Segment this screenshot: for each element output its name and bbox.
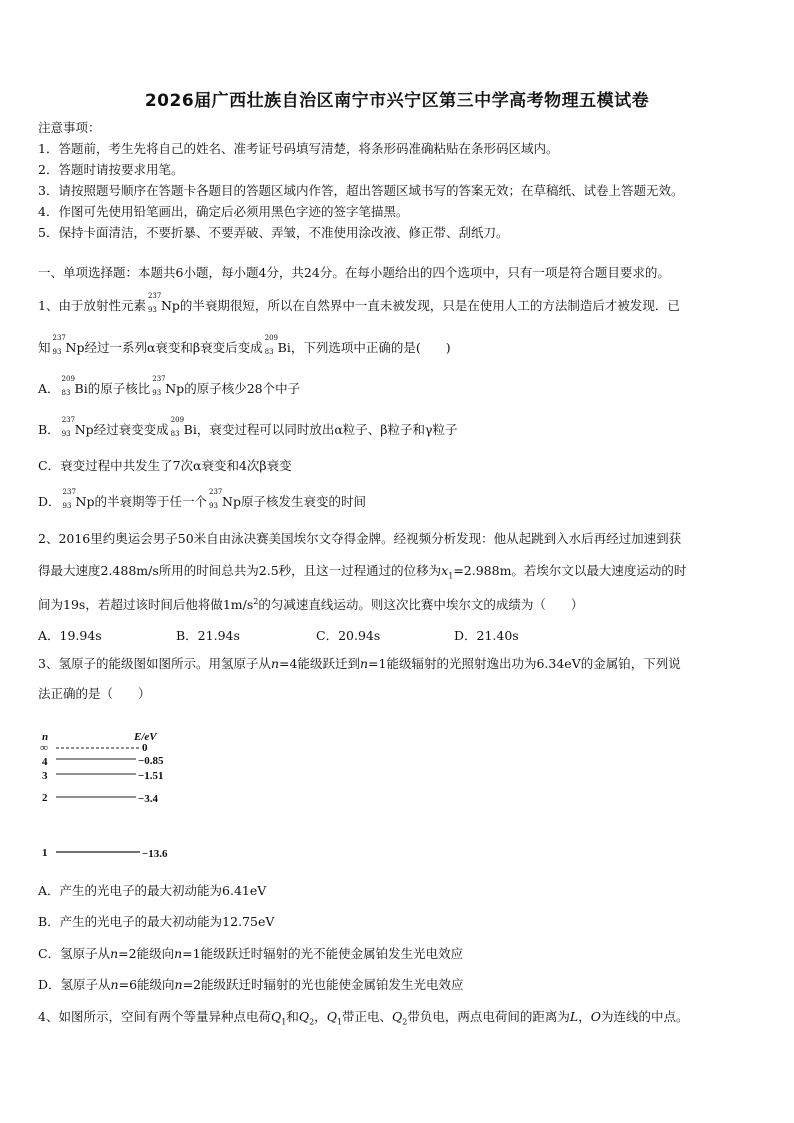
- q2-line-2: 得最大速度2.488m/s所用的时间总共为2.5秒，且这一过程通过的位移为$x_1=2.988m$。若埃尔文以最大速度运动的时: [38, 563, 687, 581]
- np-nuclide: 237 93 Np: [62, 488, 95, 510]
- q1-option-b: B． 237 93 Np经过衰变变成 209 83 Bi，衰变过程可以同时放出α粒子、β粒子和γ粒子: [38, 416, 458, 438]
- q2-line-3: 间为19s，若超过该时间后他将做$1m/s^2$的匀减速直线运动。则这次比赛中埃尔文的成绩为（ ）: [38, 597, 584, 613]
- q3-option-b: B．产生的光电子的最大初动能为12.75eV: [38, 914, 275, 929]
- q2-option-a: A．19.94s: [38, 628, 102, 643]
- q2-option-c: C．20.94s: [316, 628, 381, 643]
- q1-option-d: D． 237 93 Np的半衰期等于任一个 237 93 Np原子核发生衰变的时间: [38, 488, 366, 510]
- level-e-2: −3.4: [138, 793, 159, 805]
- notice-item-2: 2．答题时请按要求用笔。: [38, 162, 184, 177]
- q4-line-1: 4、如图所示，空间有两个等量异种点电荷$Q_1$和$Q_2$，$Q_1$带正电、$Q_2$带负电，两点电荷间的距离为L，O为连线的中点。: [38, 1009, 689, 1027]
- q1-line-2: 知 237 93 Np经过一系列α衰变和β衰变后变成 209 83 Bi，下列选项中正确的是( ): [38, 334, 451, 356]
- q3-option-a: A．产生的光电子的最大初动能为6.41eV: [38, 883, 267, 898]
- q2-line-1: 2、2016里约奥运会男子50米自由泳决赛美国埃尔文夺得金牌。经视频分析发现：他从起跳到入水后再经过加速到获: [38, 531, 682, 546]
- level-n-3: 3: [42, 770, 48, 782]
- n-axis-label: n: [42, 731, 49, 743]
- level-e-4: −0.85: [138, 755, 164, 767]
- q3-line-2: 法正确的是（ ）: [38, 686, 151, 701]
- q2-option-d: D．21.40s: [454, 628, 519, 643]
- notice-item-5: 5．保持卡面清洁，不要折暴、不要弄破、弄皱，不准使用涂改液、修正带、刮纸刀。: [38, 225, 509, 240]
- level-n-1: 1: [42, 847, 48, 859]
- level-n-2: 2: [42, 792, 48, 804]
- q1-text: 1、由于放射性元素: [38, 298, 146, 313]
- level-n-4: 4: [42, 756, 48, 768]
- q3-option-c: C．氢原子从n=2能级向n=1能级跃迁时辐射的光不能使金属铂发生光电效应: [38, 946, 464, 961]
- notice-item-4: 4．作图可先使用铅笔画出，确定后必须用黑色字迹的签字笔描黑。: [38, 204, 409, 219]
- level-n-inf: ∞: [40, 742, 48, 754]
- np-nuclide: 237 93 Np: [147, 292, 180, 314]
- q1-option-c: C．衰变过程中共发生了7次α衰变和4次β衰变: [38, 458, 292, 473]
- level-e-3: −1.51: [138, 770, 164, 782]
- exam-title: 2026届广西壮族自治区南宁市兴宁区第三中学高考物理五模试卷: [144, 91, 650, 111]
- level-e-1: −13.6: [142, 848, 168, 860]
- np-nuclide: 237 93 Np: [52, 334, 85, 356]
- bi-nuclide: 209 83 Bi: [170, 416, 197, 438]
- bi-nuclide: 209 83 Bi: [61, 375, 88, 397]
- energy-level-diagram: [36, 728, 216, 860]
- notice-item-1: 1．答题前，考生先将自己的姓名、准考证号码填写清楚，将条形码准确粘贴在条形码区域内。: [38, 141, 559, 156]
- q3-line-1: 3、氢原子的能级图如图所示。用氢原子从n=4能级跃迁到n=1能级辐射的光照射逸出功为6.34eV的金属铂，下列说: [38, 656, 681, 671]
- q1-line-1: [38, 292, 680, 314]
- q3-option-d: D．氢原子从n=6能级向n=2能级跃迁时辐射的光也能使金属铂发生光电效应: [38, 977, 464, 992]
- np-nuclide: 237 93 Np: [61, 416, 94, 438]
- np-nuclide: 237 93 Np: [209, 488, 241, 510]
- q2-options: [38, 626, 758, 642]
- level-e-inf: 0: [142, 742, 148, 754]
- np-nuclide: 237 93 Np: [152, 375, 185, 397]
- q1-text: 的半衰期很短，所以在自然界中一直未被发现，只是在使用人工的方法制造后才被发现．已: [179, 298, 680, 313]
- q1-option-a: A． 209 83 Bi的原子核比 237 93 Np的原子核少28个中子: [38, 375, 301, 397]
- notice-heading: 注意事项：: [38, 120, 101, 135]
- q2-option-b: B．21.94s: [176, 628, 240, 643]
- energy-axis-label: E/eV: [134, 731, 157, 743]
- section-heading: 一、单项选择题：本题共6小题，每小题4分，共24分。在每小题给出的四个选项中，只有一项是符合题目要求的。: [38, 265, 670, 280]
- bi-nuclide: 209 83 Bi: [264, 334, 291, 356]
- notice-item-3: 3．请按照题号顺序在答题卡各题目的答题区域内作答，超出答题区域书写的答案无效；在草稿纸、试卷上答题无效。: [38, 183, 684, 198]
